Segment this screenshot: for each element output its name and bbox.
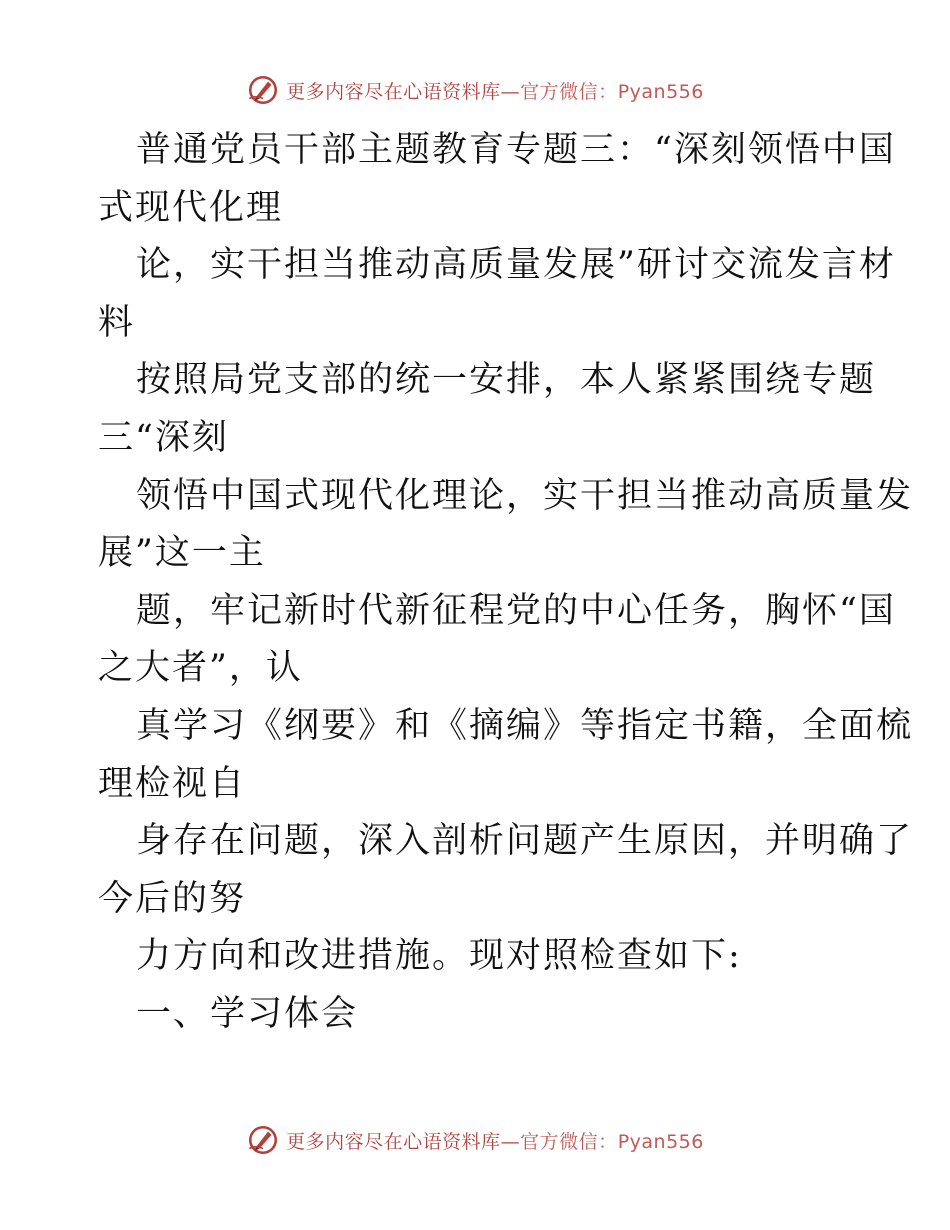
- watermark-dash: —: [500, 1130, 521, 1153]
- watermark-wechat-label: 官方微信：: [520, 80, 618, 103]
- text-line: 一、学习体会: [136, 993, 359, 1034]
- text-line: 真学习《纲要》和《摘编》等指定书籍，全面梳: [136, 705, 914, 746]
- text-line: 身存在问题，深入剖析问题产生原因，并明确了: [136, 821, 914, 862]
- watermark-main: 更多内容尽在心语资料库: [286, 1130, 501, 1153]
- text-line: 式现代化理: [98, 187, 284, 228]
- watermark-wechat-label: 官方微信：: [520, 1130, 618, 1153]
- pen-logo-icon: [246, 73, 280, 107]
- text-line: 按照局党支部的统一安排，本人紧紧围绕专题: [136, 360, 877, 401]
- watermark-footer: [0, 1120, 950, 1160]
- watermark-wechat-id: Pyan556: [617, 1130, 704, 1153]
- watermark-text: [286, 1127, 704, 1154]
- text-line: 领悟中国式现代化理论，实干担当推动高质量发: [136, 475, 914, 516]
- watermark-wechat-id: Pyan556: [617, 80, 704, 103]
- text-line: 料: [98, 302, 136, 343]
- document-body: [98, 122, 914, 1044]
- pen-logo-icon: [246, 1123, 280, 1157]
- watermark-text: [286, 77, 704, 104]
- text-line: 普通党员干部主题教育专题三：“深刻领悟中国: [136, 130, 896, 170]
- watermark-header: [0, 70, 950, 110]
- text-line: 展”这一主: [98, 533, 266, 574]
- watermark-main: 更多内容尽在心语资料库: [286, 80, 501, 103]
- text-line: 之大者”，认: [98, 648, 303, 689]
- text-line: 题，牢记新时代新征程党的中心任务，胸怀“国: [136, 590, 896, 631]
- text-line: 力方向和改进措施。现对照检查如下:: [136, 936, 742, 977]
- text-line: 理检视自: [98, 763, 247, 804]
- text-line: 三“深刻: [98, 417, 229, 458]
- text-line: 今后的努: [98, 878, 247, 919]
- text-line: 论，实干担当推动高质量发展”研讨交流发言材: [136, 245, 896, 286]
- watermark-dash: —: [500, 80, 521, 103]
